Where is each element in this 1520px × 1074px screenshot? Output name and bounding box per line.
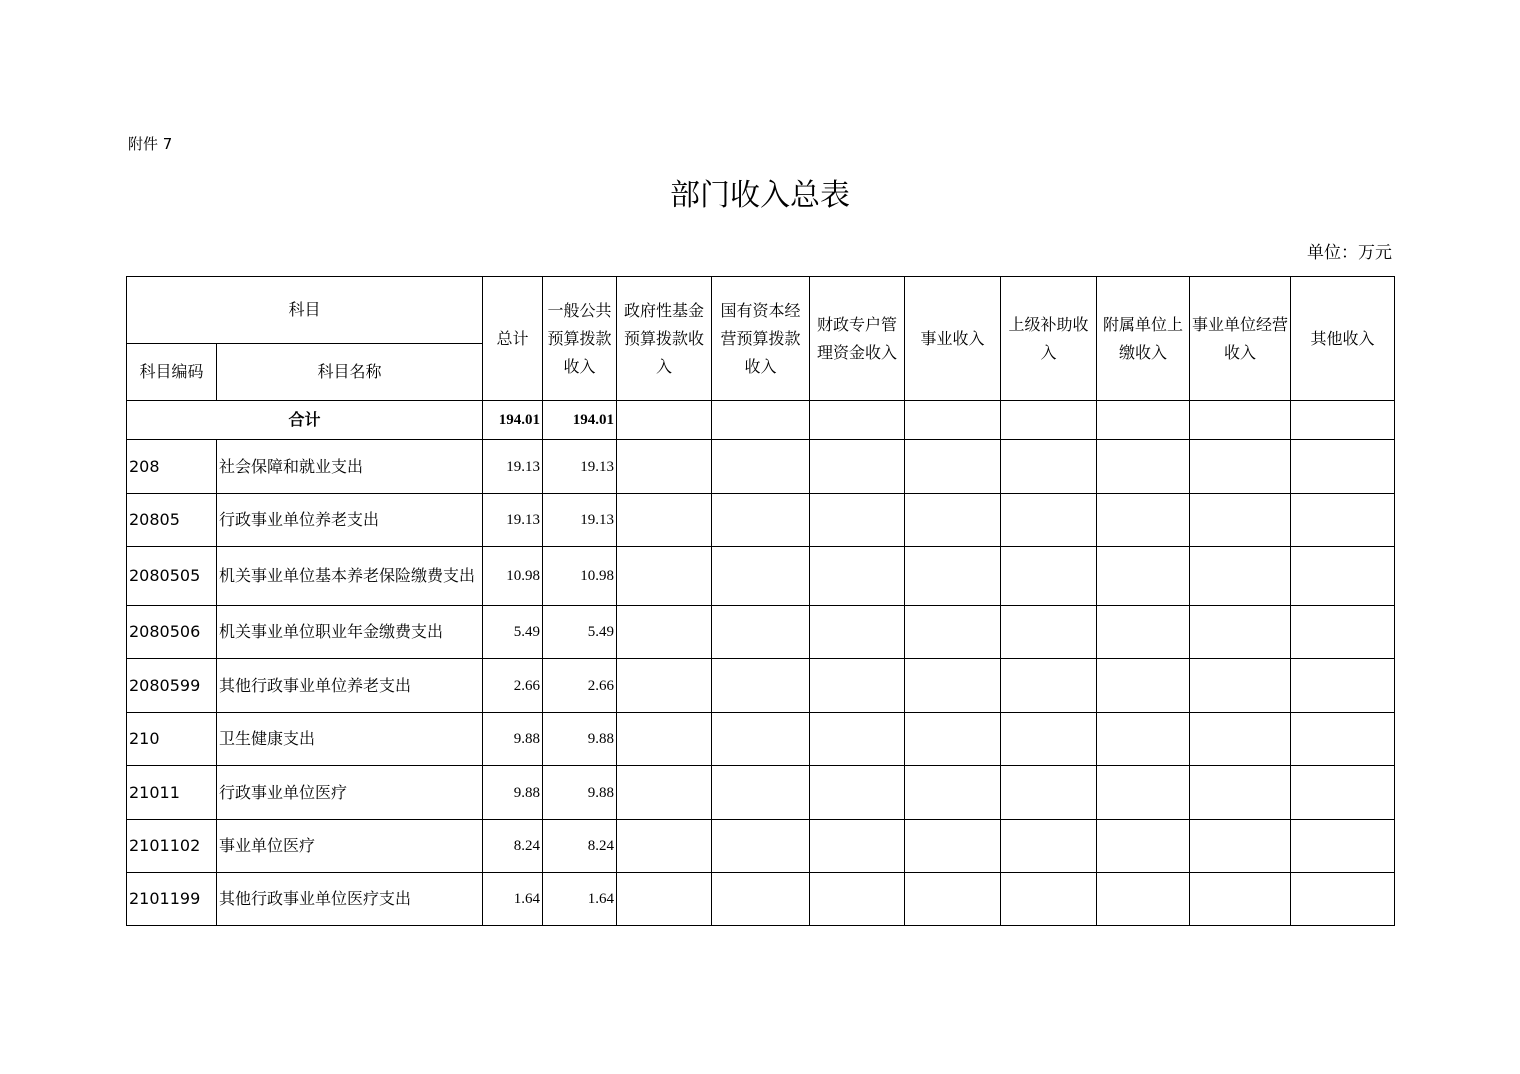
subject-name: 行政事业单位养老支出 <box>217 494 483 547</box>
empty-cell <box>810 873 905 926</box>
empty-cell <box>810 494 905 547</box>
header-gov-fund: 政府性基金预算拨款收入 <box>617 277 712 401</box>
row-general: 2.66 <box>543 659 617 713</box>
empty-cell <box>1097 873 1190 926</box>
empty-cell <box>1001 659 1097 713</box>
subject-code: 210 <box>127 713 217 766</box>
table-row <box>127 547 1395 606</box>
empty-cell <box>1001 401 1097 440</box>
empty-cell <box>712 494 810 547</box>
empty-cell <box>617 606 712 659</box>
row-total: 9.88 <box>483 766 543 820</box>
table-row <box>127 606 1395 659</box>
empty-cell <box>1097 606 1190 659</box>
header-name: 科目名称 <box>217 344 483 401</box>
income-table <box>126 276 1395 926</box>
empty-cell <box>1001 820 1097 873</box>
empty-cell <box>905 606 1001 659</box>
empty-cell <box>1190 440 1291 494</box>
empty-cell <box>1291 547 1395 606</box>
empty-cell <box>1097 494 1190 547</box>
total-general: 194.01 <box>543 401 617 440</box>
table-row <box>127 766 1395 820</box>
empty-cell <box>1001 713 1097 766</box>
empty-cell <box>1097 820 1190 873</box>
empty-cell <box>1190 659 1291 713</box>
empty-cell <box>905 440 1001 494</box>
row-total: 2.66 <box>483 659 543 713</box>
empty-cell <box>1001 440 1097 494</box>
table-row <box>127 659 1395 713</box>
subject-code: 208 <box>127 440 217 494</box>
row-general: 10.98 <box>543 547 617 606</box>
subject-code: 20805 <box>127 494 217 547</box>
empty-cell <box>810 440 905 494</box>
empty-cell <box>712 401 810 440</box>
empty-cell <box>712 766 810 820</box>
table-row <box>127 713 1395 766</box>
empty-cell <box>905 820 1001 873</box>
empty-cell <box>905 401 1001 440</box>
table-row <box>127 440 1395 494</box>
empty-cell <box>905 766 1001 820</box>
header-business: 事业收入 <box>905 277 1001 401</box>
empty-cell <box>617 766 712 820</box>
empty-cell <box>1190 606 1291 659</box>
empty-cell <box>1291 873 1395 926</box>
empty-cell <box>712 873 810 926</box>
empty-cell <box>810 659 905 713</box>
empty-cell <box>1190 873 1291 926</box>
empty-cell <box>617 440 712 494</box>
row-general: 8.24 <box>543 820 617 873</box>
empty-cell <box>1001 494 1097 547</box>
total-label: 合计 <box>127 401 483 440</box>
empty-cell <box>712 547 810 606</box>
empty-cell <box>617 820 712 873</box>
empty-cell <box>1190 547 1291 606</box>
empty-cell <box>905 713 1001 766</box>
subject-code: 2101102 <box>127 820 217 873</box>
row-general: 9.88 <box>543 713 617 766</box>
table-row <box>127 873 1395 926</box>
empty-cell <box>1291 766 1395 820</box>
header-state-capital: 国有资本经营预算拨款收入 <box>712 277 810 401</box>
row-total: 8.24 <box>483 820 543 873</box>
subject-name: 其他行政事业单位养老支出 <box>217 659 483 713</box>
total-total: 194.01 <box>483 401 543 440</box>
empty-cell <box>712 659 810 713</box>
empty-cell <box>712 440 810 494</box>
empty-cell <box>617 494 712 547</box>
empty-cell <box>1190 766 1291 820</box>
attachment-label: 附件 7 <box>128 135 173 153</box>
row-total: 5.49 <box>483 606 543 659</box>
subject-name: 其他行政事业单位医疗支出 <box>217 873 483 926</box>
empty-cell <box>905 494 1001 547</box>
empty-cell <box>1097 547 1190 606</box>
empty-cell <box>810 547 905 606</box>
header-operating: 事业单位经营收入 <box>1190 277 1291 401</box>
empty-cell <box>617 713 712 766</box>
header-total: 总计 <box>483 277 543 401</box>
table-row <box>127 494 1395 547</box>
unit-label: 单位：万元 <box>1307 243 1392 263</box>
row-general: 9.88 <box>543 766 617 820</box>
subject-name: 社会保障和就业支出 <box>217 440 483 494</box>
empty-cell <box>1291 659 1395 713</box>
row-total: 19.13 <box>483 494 543 547</box>
row-total: 9.88 <box>483 713 543 766</box>
row-total: 1.64 <box>483 873 543 926</box>
row-total: 10.98 <box>483 547 543 606</box>
empty-cell <box>810 766 905 820</box>
empty-cell <box>712 820 810 873</box>
empty-cell <box>1001 766 1097 820</box>
empty-cell <box>617 873 712 926</box>
header-general: 一般公共预算拨款收入 <box>543 277 617 401</box>
empty-cell <box>1291 713 1395 766</box>
empty-cell <box>1190 713 1291 766</box>
header-code: 科目编码 <box>127 344 217 401</box>
empty-cell <box>810 606 905 659</box>
empty-cell <box>905 547 1001 606</box>
header-superior: 上级补助收入 <box>1001 277 1097 401</box>
subject-name: 机关事业单位基本养老保险缴费支出 <box>217 547 483 606</box>
empty-cell <box>1291 494 1395 547</box>
empty-cell <box>1097 659 1190 713</box>
empty-cell <box>810 820 905 873</box>
subject-code: 21011 <box>127 766 217 820</box>
header-row-1 <box>127 277 1395 344</box>
empty-cell <box>905 873 1001 926</box>
row-general: 19.13 <box>543 494 617 547</box>
subject-name: 事业单位医疗 <box>217 820 483 873</box>
table-row <box>127 820 1395 873</box>
row-total: 19.13 <box>483 440 543 494</box>
subject-name: 机关事业单位职业年金缴费支出 <box>217 606 483 659</box>
empty-cell <box>1291 440 1395 494</box>
empty-cell <box>1190 494 1291 547</box>
empty-cell <box>1190 401 1291 440</box>
subject-code: 2080505 <box>127 547 217 606</box>
row-general: 1.64 <box>543 873 617 926</box>
empty-cell <box>810 713 905 766</box>
empty-cell <box>712 713 810 766</box>
subject-name: 行政事业单位医疗 <box>217 766 483 820</box>
empty-cell <box>1291 606 1395 659</box>
empty-cell <box>1097 440 1190 494</box>
header-fiscal-special: 财政专户管理资金收入 <box>810 277 905 401</box>
empty-cell <box>810 401 905 440</box>
empty-cell <box>1190 820 1291 873</box>
empty-cell <box>1291 820 1395 873</box>
empty-cell <box>712 606 810 659</box>
subject-code: 2101199 <box>127 873 217 926</box>
empty-cell <box>1291 401 1395 440</box>
subject-name: 卫生健康支出 <box>217 713 483 766</box>
total-row <box>127 401 1395 440</box>
empty-cell <box>617 547 712 606</box>
empty-cell <box>1097 401 1190 440</box>
subject-code: 2080506 <box>127 606 217 659</box>
empty-cell <box>1001 547 1097 606</box>
empty-cell <box>617 659 712 713</box>
page-title: 部门收入总表 <box>670 178 850 213</box>
row-general: 5.49 <box>543 606 617 659</box>
empty-cell <box>617 401 712 440</box>
empty-cell <box>1097 713 1190 766</box>
empty-cell <box>1097 766 1190 820</box>
row-general: 19.13 <box>543 440 617 494</box>
empty-cell <box>905 659 1001 713</box>
header-other: 其他收入 <box>1291 277 1395 401</box>
empty-cell <box>1001 606 1097 659</box>
header-affiliated: 附属单位上缴收入 <box>1097 277 1190 401</box>
header-subject: 科目 <box>127 277 483 344</box>
subject-code: 2080599 <box>127 659 217 713</box>
empty-cell <box>1001 873 1097 926</box>
